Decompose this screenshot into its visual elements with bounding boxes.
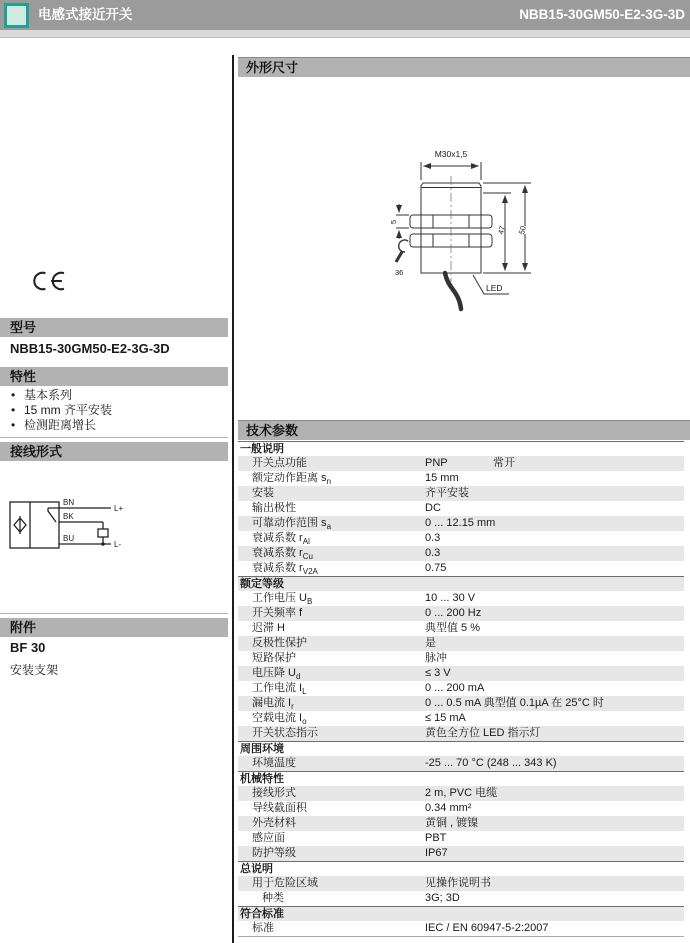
table-row — [238, 546, 684, 561]
table-row — [238, 786, 684, 801]
feature-item: • 基本系列 — [10, 388, 112, 403]
row-label: 漏电流 $I_r$ — [252, 697, 294, 712]
row-label: 种类 — [262, 892, 284, 904]
row-label: 环境温度 — [252, 757, 296, 769]
table-row — [238, 621, 684, 636]
table-row — [238, 456, 684, 471]
wire-label-bn: BN — [63, 498, 75, 507]
header-model-number: NBB15-30GM50-E2-3G-3D — [519, 7, 685, 22]
row-value: 0 ... 200 mA — [425, 682, 485, 694]
row-label: 安装 — [252, 487, 274, 499]
brand-square-icon — [4, 3, 29, 28]
table-section-row: 一般说明 — [238, 441, 684, 456]
row-label: 反极性保护 — [252, 637, 307, 649]
table-row — [238, 756, 684, 771]
row-value: PNP — [425, 457, 448, 469]
wire-label-l-plus: L+ — [114, 504, 124, 513]
row-label: 衰减系数 $r_{Al}$ — [252, 532, 310, 547]
accessory-model: BF 30 — [10, 640, 46, 655]
table-row — [238, 486, 684, 501]
table-row — [238, 591, 684, 606]
table-row — [238, 606, 684, 621]
row-value: 0.34 mm² — [425, 802, 472, 814]
row-value: 脉冲 — [425, 652, 447, 664]
dim-label-led: LED — [486, 283, 503, 293]
ce-mark-icon — [32, 269, 66, 293]
dim-label-wrench-size: 36 — [395, 268, 404, 277]
row-value: 黄色全方位 LED 指示灯 — [425, 727, 541, 739]
row-value: IP67 — [425, 847, 448, 859]
table-row — [238, 666, 684, 681]
divider — [0, 613, 228, 614]
row-value: 0.3 — [425, 532, 441, 544]
header-shadow-strip — [0, 30, 690, 38]
table-row — [238, 816, 684, 831]
dim-label-50: 50 — [517, 224, 528, 236]
table-row — [238, 891, 684, 906]
column-divider — [232, 55, 234, 943]
row-value-2: 常开 — [493, 457, 515, 469]
row-label: 导线截面积 — [252, 802, 307, 814]
row-value: DC — [425, 502, 441, 514]
row-label: 外壳材料 — [252, 817, 296, 829]
wiring-diagram — [8, 492, 158, 562]
divider — [0, 437, 228, 438]
tech-table — [238, 441, 684, 937]
table-row — [238, 801, 684, 816]
row-value: 2 m, PVC 电缆 — [425, 787, 498, 799]
row-label: 感应面 — [252, 832, 285, 844]
accessory-description: 安装支架 — [10, 663, 59, 677]
row-value: 0 ... 12.15 mm — [425, 517, 496, 529]
table-section-row: 额定等级 — [238, 576, 684, 591]
table-row — [238, 681, 684, 696]
table-row — [238, 921, 684, 936]
row-value: -25 ... 70 °C (248 ... 343 K) — [425, 757, 557, 769]
row-label: 衰减系数 $r_{Cu}$ — [252, 547, 313, 562]
wire-label-l-minus: L- — [114, 540, 122, 549]
row-value: 典型值 5 % — [425, 622, 481, 634]
row-value: 15 mm — [425, 472, 459, 484]
table-row — [238, 726, 684, 741]
row-label: 衰减系数 $r_{V2A}$ — [252, 562, 318, 577]
row-label: 开关状态指示 — [252, 727, 318, 739]
table-row — [238, 516, 684, 531]
section-header-dimensions: 外形尺寸 — [238, 57, 690, 77]
table-row — [238, 561, 684, 576]
row-value: ≤ 15 mA — [425, 712, 466, 724]
row-value: 0.75 — [425, 562, 447, 574]
row-value: IEC / EN 60947-5-2:2007 — [425, 922, 549, 934]
row-label: 电压降 $U_d$ — [252, 667, 301, 682]
row-value: 10 ... 30 V — [425, 592, 476, 604]
row-label: 用于危险区域 — [252, 877, 318, 889]
row-label: 输出极性 — [252, 502, 296, 514]
dim-label-47: 47 — [496, 224, 507, 236]
row-value: PBT — [425, 832, 447, 844]
section-header-model: 型号 — [0, 318, 228, 337]
left-column — [0, 38, 228, 943]
section-header-connection: 接线形式 — [0, 442, 228, 461]
table-row — [238, 471, 684, 486]
table-section-row: 机械特性 — [238, 771, 684, 786]
table-row — [238, 651, 684, 666]
table-section-row: 总说明 — [238, 861, 684, 876]
table-row — [238, 846, 684, 861]
feature-item: • 15 mm 齐平安装 — [10, 403, 112, 418]
table-row — [238, 501, 684, 516]
row-value: 0.3 — [425, 547, 441, 559]
dimension-drawing — [385, 142, 555, 324]
table-row — [238, 696, 684, 711]
row-label: 迟滞 H — [252, 622, 285, 634]
row-value: 见操作说明书 — [425, 877, 491, 889]
section-header-accessories: 附件 — [0, 618, 228, 637]
table-section-row: 周围环境 — [238, 741, 684, 756]
row-value: 是 — [425, 637, 436, 649]
table-row — [238, 876, 684, 891]
table-row — [238, 711, 684, 726]
table-row — [238, 831, 684, 846]
wire-label-bk: BK — [63, 512, 74, 521]
row-label: 开关频率 f — [252, 607, 303, 619]
wire-label-bu: BU — [63, 534, 75, 543]
app-header — [0, 0, 690, 30]
row-value: 黄铜 , 镀镍 — [425, 817, 479, 829]
row-value: 0 ... 200 Hz — [425, 607, 482, 619]
row-value: 齐平安装 — [425, 487, 469, 499]
row-label: 开关点功能 — [252, 457, 307, 469]
row-label: 空载电流 $I_o$ — [252, 712, 307, 727]
row-value: ≤ 3 V — [425, 667, 451, 679]
row-label: 标准 — [252, 922, 274, 934]
row-label: 可靠动作范围 $s_a$ — [252, 517, 332, 532]
row-label: 防护等级 — [252, 847, 296, 859]
dim-label-thread: M30x1,5 — [434, 149, 468, 159]
section-header-features: 特性 — [0, 367, 228, 386]
page-title: 电感式接近开关 — [38, 7, 133, 22]
row-label: 工作电流 $I_L$ — [252, 682, 307, 697]
row-value: 3G; 3D — [425, 892, 460, 904]
row-label: 短路保护 — [252, 652, 296, 664]
row-label: 额定动作距离 $s_n$ — [252, 472, 332, 487]
feature-list — [10, 388, 112, 433]
dim-label-nut-height: 5 — [389, 219, 398, 225]
model-value: NBB15-30GM50-E2-3G-3D — [10, 341, 170, 356]
feature-item: • 检测距离增长 — [10, 418, 112, 433]
row-label: 工作电压 $U_B$ — [252, 592, 313, 607]
table-row — [238, 531, 684, 546]
table-section-row: 符合标准 — [238, 906, 684, 921]
section-header-technical-data: 技术参数 — [238, 420, 690, 440]
row-label: 接线形式 — [252, 787, 296, 799]
row-value: 0 ... 0.5 mA 典型值 0.1µA 在 25°C 时 — [425, 697, 604, 709]
table-row — [238, 636, 684, 651]
